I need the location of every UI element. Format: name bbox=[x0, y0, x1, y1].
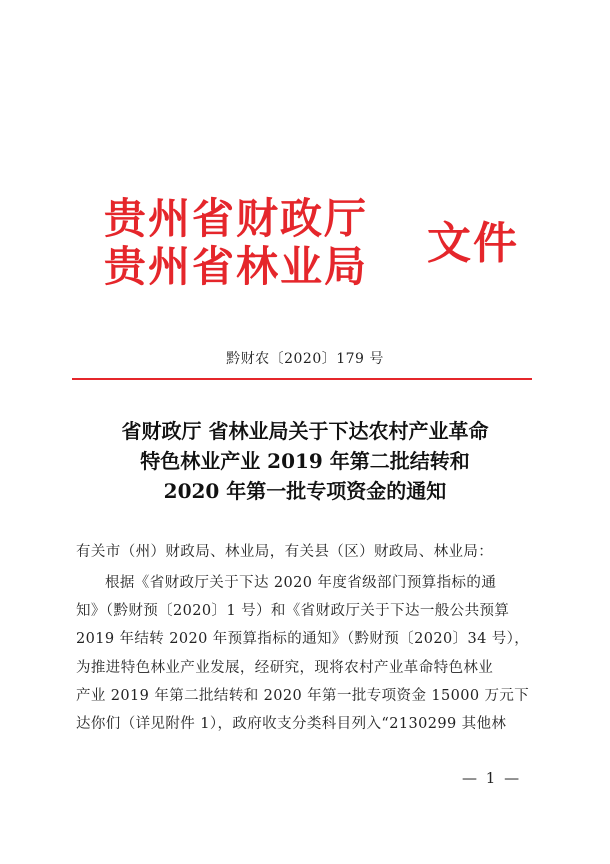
title-line: 省财政厅 省林业局关于下达农村产业革命 bbox=[121, 419, 489, 443]
salutation: 有关市（州）财政局、林业局，有关县（区）财政局、林业局： bbox=[76, 544, 494, 560]
document-type-label: 文件 bbox=[427, 218, 519, 269]
issuer-forestry-bureau: 贵州省林业局 bbox=[104, 242, 369, 291]
paragraph-line: 达你们（详见附件 1），政府收支分类科目列入“2130299 其他林 bbox=[76, 715, 507, 732]
paragraph-line: 为推进特色林业产业发展，经研究，现将农村产业革命特色林业 bbox=[76, 659, 494, 676]
paragraph-line: 根据《省财政厅关于下达 2020 年度省级部门预算指标的通 bbox=[105, 575, 497, 591]
page-number: — 1 — bbox=[462, 769, 522, 787]
title-line: 2020 年第一批专项资金的通知 bbox=[163, 479, 447, 503]
title-line: 特色林业产业 2019 年第二批结转和 bbox=[140, 449, 470, 473]
issuer-header bbox=[104, 196, 524, 296]
paragraph-line: 产业 2019 年第二批结转和 2020 年第一批专项资金 15000 万元下 bbox=[76, 687, 530, 704]
document-number: 黔财农〔2020〕179 号 bbox=[226, 351, 384, 367]
red-divider-line bbox=[72, 378, 532, 380]
body-paragraph bbox=[76, 569, 536, 738]
document-title bbox=[0, 416, 610, 506]
issuer-finance-department: 贵州省财政厅 bbox=[104, 194, 369, 243]
paragraph-line: 2019 年结转 2020 年预算指标的通知》（黔财预〔2020〕34 号）， bbox=[76, 631, 530, 648]
paragraph-line: 知》（黔财预〔2020〕1 号）和《省财政厅关于下达一般公共预算 bbox=[76, 603, 510, 620]
